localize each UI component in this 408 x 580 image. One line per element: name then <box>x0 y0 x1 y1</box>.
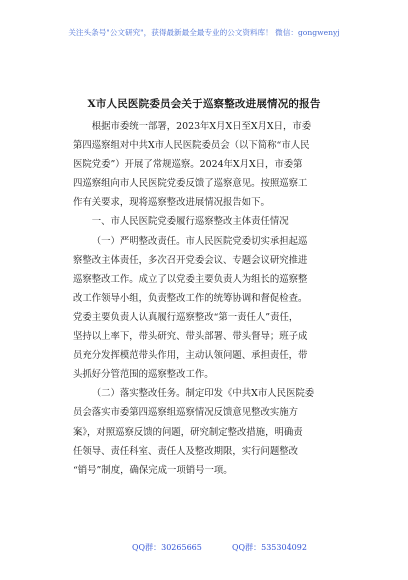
paragraph-intro <box>73 117 338 212</box>
text-line: 医院党委”）开展了常规巡察。2024年X月X日，市委第 <box>73 159 303 171</box>
footer-qq-group-1: QQ群：30265665 <box>132 543 202 552</box>
footer-qq-group-2: QQ群：535304092 <box>232 543 307 552</box>
text-line: （一）严明整改责任。市人民医院党委切实承担起巡 <box>91 235 308 247</box>
text-line: （二）落实整改任务。制定印发《中共X市人民医院委 <box>91 388 315 400</box>
text-line: 坚持以上率下，带头研究、带头部署、带头督导；班子成 <box>73 331 308 343</box>
text-line: 四巡察组向市人民医院党委反馈了巡察意见。按照巡察工 <box>73 178 308 190</box>
text-line: 改工作领导小组，负责整改工作的统筹协调和督促检查。 <box>73 292 308 304</box>
text-line: 案》，对照巡察反馈的问题，研究制定整改措施，明确责 <box>73 426 303 438</box>
text-line: “销号”制度，确保完成一项销号一项。 <box>73 464 233 476</box>
text-line: 员充分发挥模范带头作用，主动认领问题、承担责任，带 <box>73 350 308 362</box>
text-line: 员会落实市委第四巡察组巡察情况反馈意见整改实施方 <box>73 407 299 419</box>
text-line: 作有关要求，现将巡察整改进展情况报告如下。 <box>73 197 270 209</box>
paragraph-responsibility <box>73 232 338 385</box>
section-heading-1 <box>73 212 338 231</box>
text-line: 一、市人民医院党委履行巡察整改主体责任情况 <box>91 216 289 228</box>
header-promo-note: 关注头条号"公文研究"，获得最新最全最专业的公文资料库！ 微信：gongwenyj <box>68 28 340 37</box>
document-body <box>73 117 338 480</box>
text-line: 察整改主体责任，多次召开党委会议、专题会议研究推进 <box>73 254 308 266</box>
text-line: 任领导、责任科室、责任人及整改期限，实行问题整改 <box>73 445 299 457</box>
text-line: 第四巡察组对中共X市人民医院委员会（以下简称“市人民 <box>73 140 310 152</box>
paragraph-tasks <box>73 384 338 479</box>
text-line: 巡察整改工作。成立了以党委主要负责人为组长的巡察整 <box>73 273 308 285</box>
text-line: 头抓好分管范围的巡察整改工作。 <box>73 369 214 381</box>
text-line: 党委主要负责人认真履行巡察整改“第一责任人”责任， <box>73 311 299 323</box>
document-title: X市人民医院委员会关于巡察整改进展情况的报告 <box>87 98 321 110</box>
text-line: 根据市委统一部署，2023年X月X日至X月X日，市委 <box>91 121 312 132</box>
